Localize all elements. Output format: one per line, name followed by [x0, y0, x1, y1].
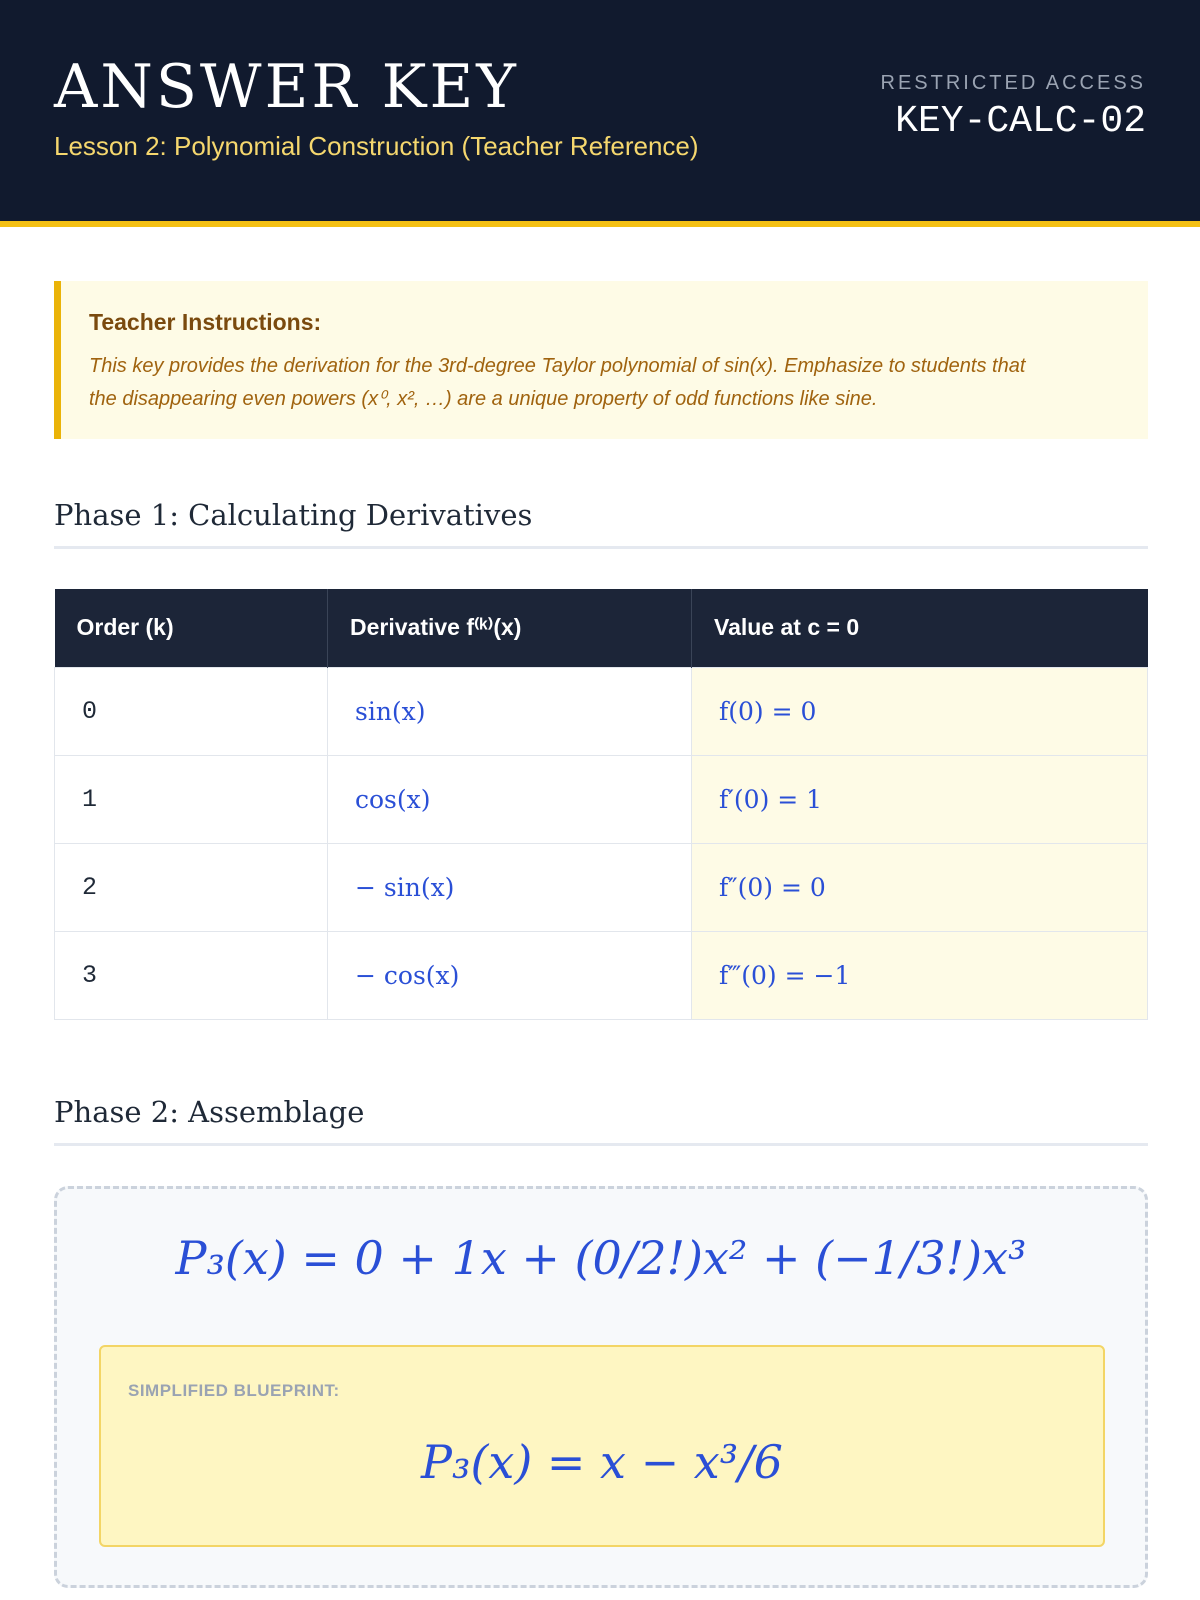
- phase2-heading: Phase 2: Assemblage: [54, 1095, 1148, 1146]
- value-cell: f(0) = 0: [692, 667, 1148, 755]
- instructions-line-1: This key provides the derivation for the 3rd-degree Taylor polynomial of sin(x). Emphasize to students that: [89, 355, 1026, 377]
- instructions-heading: Teacher Instructions:: [89, 309, 322, 335]
- column-header-value: Value at c = 0: [692, 589, 1148, 667]
- value-cell: f′(0) = 1: [692, 755, 1148, 843]
- order-cell: 1: [55, 755, 328, 843]
- value-cell: f″(0) = 0: [692, 843, 1148, 931]
- table-header-row: [55, 589, 1148, 667]
- derivative-cell: − sin(x): [328, 843, 692, 931]
- key-id: KEY-CALC-02: [895, 100, 1146, 143]
- simplified-blueprint: [99, 1345, 1105, 1547]
- instructions-text: [89, 350, 1118, 416]
- page-subtitle: Lesson 2: Polynomial Construction (Teacher Reference): [54, 131, 699, 161]
- table-row: [55, 667, 1148, 755]
- value-cell: f‴(0) = −1: [692, 931, 1148, 1019]
- order-cell: 3: [55, 931, 328, 1019]
- phase1-heading: Phase 1: Calculating Derivatives: [54, 498, 1148, 549]
- table-row: [55, 931, 1148, 1019]
- simplified-formula: P₃(x) = x − x³/6: [421, 1435, 783, 1489]
- column-header-derivative: Derivative f⁽ᵏ⁾(x): [328, 589, 692, 667]
- derivative-cell: sin(x): [328, 667, 692, 755]
- derivative-cell: cos(x): [328, 755, 692, 843]
- taylor-formula: P₃(x) = 0 + 1x + (0/2!)x² + (−1/3!)x³: [175, 1231, 1027, 1285]
- teacher-instructions: [54, 281, 1148, 439]
- access-label: RESTRICTED ACCESS: [880, 72, 1146, 94]
- derivative-cell: − cos(x): [328, 931, 692, 1019]
- column-header-order: Order (k): [55, 589, 328, 667]
- page-title: ANSWER KEY: [54, 52, 519, 122]
- blueprint-label: SIMPLIFIED BLUEPRINT:: [128, 1381, 340, 1400]
- table-row: [55, 843, 1148, 931]
- instructions-line-2: the disappearing even powers (x⁰, x², …) are a unique property of odd functions like sine.: [89, 388, 878, 410]
- assemblage-box: [54, 1186, 1148, 1588]
- header: [0, 0, 1200, 227]
- order-cell: 2: [55, 843, 328, 931]
- order-cell: 0: [55, 667, 328, 755]
- table-row: [55, 755, 1148, 843]
- derivatives-table: [54, 589, 1148, 1020]
